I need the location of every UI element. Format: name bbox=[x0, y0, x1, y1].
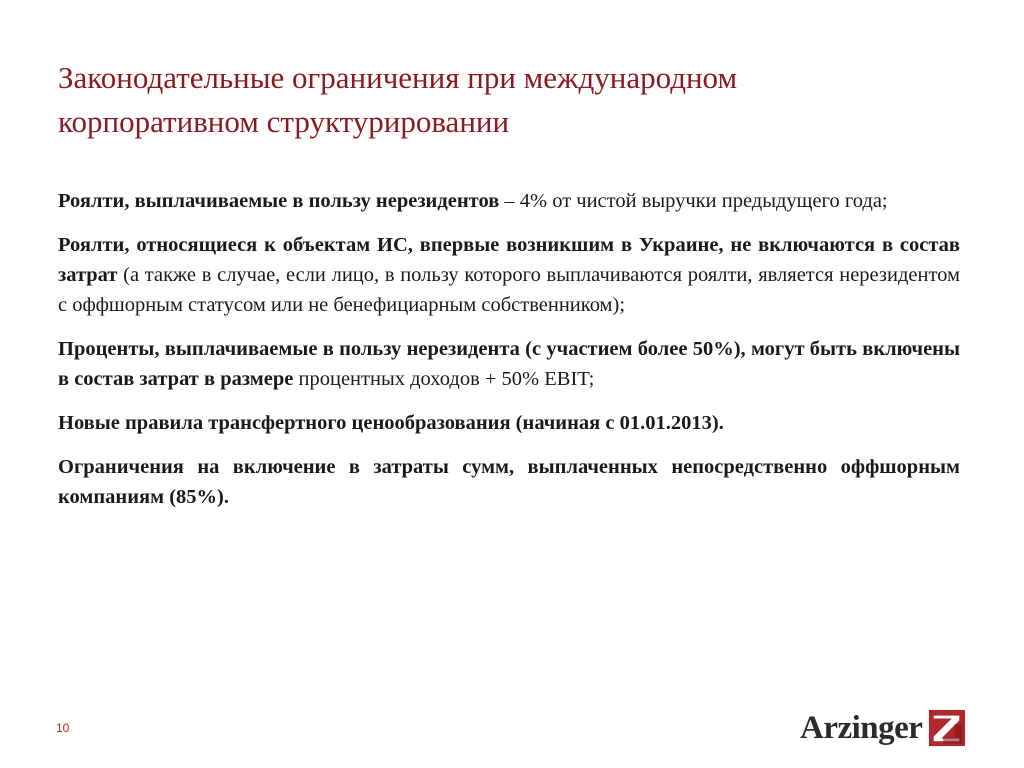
slide-body bbox=[58, 186, 960, 526]
bullet-paragraph-4 bbox=[58, 408, 960, 438]
bullet-paragraph-5-bold: Ограничения на включение в затраты сумм, выплаченных непосредственно оффшорным компаниям (85%). bbox=[58, 456, 960, 508]
bullet-paragraph-1-text: – 4% от чистой выручки предыдущего года; bbox=[499, 190, 888, 212]
bullet-paragraph-1 bbox=[58, 186, 960, 216]
slide-title bbox=[58, 56, 958, 144]
slide-title-line-1: Законодательные ограничения при международном bbox=[58, 60, 738, 95]
bullet-paragraph-5 bbox=[58, 452, 960, 512]
arzinger-logo bbox=[800, 706, 966, 750]
arzinger-logo-mark-icon bbox=[928, 709, 966, 747]
bullet-paragraph-3-text: процентных доходов + 50% EBIT; bbox=[293, 368, 595, 390]
bullet-paragraph-2 bbox=[58, 230, 960, 320]
page-number: 10 bbox=[56, 721, 70, 735]
bullet-paragraph-2-bold: Роялти, относящиеся к объектам ИС, впервые возникшим в Украине, не включаются в состав затрат bbox=[58, 234, 960, 286]
bullet-paragraph-3 bbox=[58, 334, 960, 394]
bullet-paragraph-2-text: (а также в случае, если лицо, в пользу которого выплачиваются роялти, является нерезидентом с оффшорным статусом или не бенефициарным собственником); bbox=[58, 264, 960, 316]
logo-text: Arzinger bbox=[800, 709, 923, 746]
bullet-paragraph-1-bold: Роялти, выплачиваемые в пользу нерезидентов bbox=[58, 190, 500, 212]
bullet-paragraph-3-bold: Проценты, выплачиваемые в пользу нерезидента (с участием более 50%), могут быть включены в состав затрат в размере bbox=[58, 338, 960, 390]
bullet-paragraph-4-bold: Новые правила трансфертного ценообразования (начиная с 01.01.2013). bbox=[58, 412, 724, 434]
slide-title-line-2: корпоративном структурировании bbox=[58, 104, 510, 139]
